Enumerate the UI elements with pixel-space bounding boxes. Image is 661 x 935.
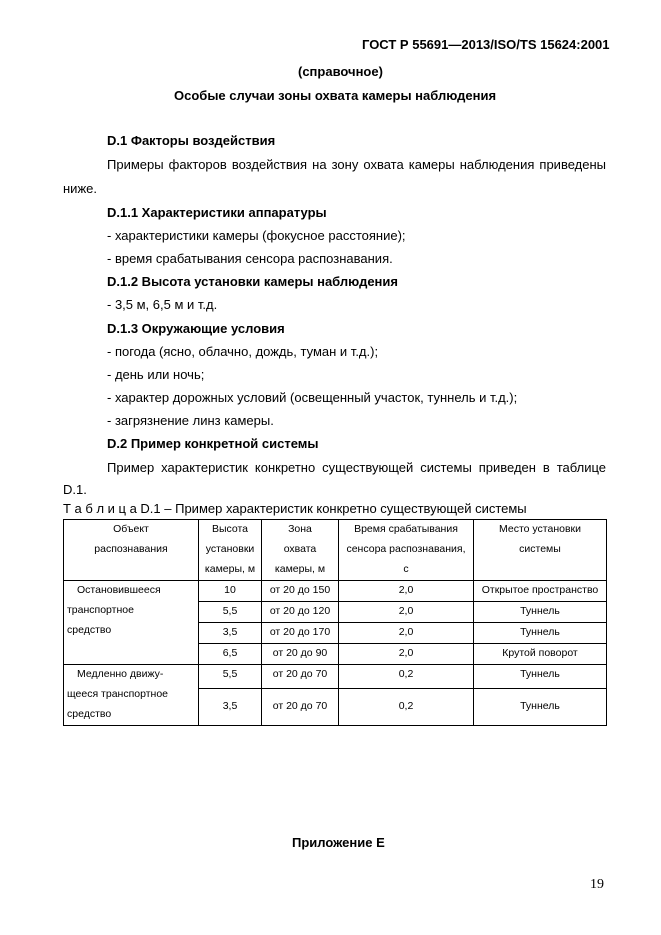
location-cell: Туннель (474, 602, 607, 623)
list-item: - загрязнение линз камеры. (107, 413, 274, 428)
zone-cell: от 20 до 170 (262, 623, 339, 644)
section-d12-title: D.1.2 Высота установки камеры наблюдения (107, 274, 398, 289)
time-cell: 0,2 (339, 689, 474, 726)
time-cell: 0,2 (339, 665, 474, 689)
header-cell-location: Место установки системы (474, 520, 607, 581)
list-item: - день или ночь; (107, 367, 205, 382)
page-number: 19 (590, 877, 604, 892)
location-cell: Туннель (474, 665, 607, 689)
table-row (64, 665, 607, 689)
list-item: - погода (ясно, облачно, дождь, туман и т.д.); (107, 344, 379, 359)
header-cell-response-time: Время срабатывания сенсора распознавания, с (339, 520, 474, 581)
list-item: - характер дорожных условий (освещенный участок, туннель и т.д.); (107, 390, 518, 405)
location-cell: Туннель (474, 689, 607, 726)
section-d2-intro-line1: Пример характеристик конкретно существующей системы приведен в таблице (107, 460, 606, 475)
time-cell: 2,0 (339, 623, 474, 644)
zone-cell: от 20 до 150 (262, 581, 339, 602)
section-d2-intro-line2: D.1. (63, 482, 87, 497)
height-cell: 3,5 (199, 623, 262, 644)
section-d1-intro-line2: ниже. (63, 181, 97, 196)
header-cell-height: Высота установки камеры, м (199, 520, 262, 581)
zone-cell: от 20 до 90 (262, 644, 339, 665)
annex-title: Особые случаи зоны охвата камеры наблюдения (174, 88, 497, 103)
list-item: - время срабатывания сенсора распознавания. (107, 251, 393, 266)
section-d11-title: D.1.1 Характеристики аппаратуры (107, 205, 327, 220)
header-cell-zone: Зона охвата камеры, м (262, 520, 339, 581)
time-cell: 2,0 (339, 602, 474, 623)
location-cell: Открытое пространство (474, 581, 607, 602)
location-cell: Туннель (474, 623, 607, 644)
height-cell: 6,5 (199, 644, 262, 665)
table-caption: Т а б л и ц а D.1 – Пример характеристик конкретно существующей системы (63, 501, 527, 516)
section-d1-intro-line1: Примеры факторов воздействия на зону охвата камеры наблюдения приведены (107, 157, 606, 172)
time-cell: 2,0 (339, 581, 474, 602)
list-item: - характеристики камеры (фокусное расстояние); (107, 228, 406, 243)
height-cell: 10 (199, 581, 262, 602)
annex-note: (справочное) (298, 64, 383, 79)
next-annex-title: Приложение Е (292, 835, 385, 850)
table-row (64, 581, 607, 602)
table-header-row (64, 520, 607, 581)
header-cell-object: Объект распознавания (64, 520, 199, 581)
section-d13-title: D.1.3 Окружающие условия (107, 321, 285, 336)
zone-cell: от 20 до 120 (262, 602, 339, 623)
object-cell-stopped: Остановившееся транспортное средство (64, 581, 199, 665)
zone-cell: от 20 до 70 (262, 665, 339, 689)
section-d2-title: D.2 Пример конкретной системы (107, 436, 319, 451)
zone-cell: от 20 до 70 (262, 689, 339, 726)
height-cell: 5,5 (199, 602, 262, 623)
object-cell-slow: Медленно движу- щееся транспортное средство (64, 665, 199, 726)
time-cell: 2,0 (339, 644, 474, 665)
standard-designation: ГОСТ Р 55691—2013/ISO/TS 15624:2001 (362, 37, 610, 52)
height-cell: 5,5 (199, 665, 262, 689)
characteristics-table (63, 519, 607, 726)
list-item: - 3,5 м, 6,5 м и т.д. (107, 297, 218, 312)
location-cell: Крутой поворот (474, 644, 607, 665)
section-d1-title: D.1 Факторы воздействия (107, 133, 276, 148)
height-cell: 3,5 (199, 689, 262, 726)
